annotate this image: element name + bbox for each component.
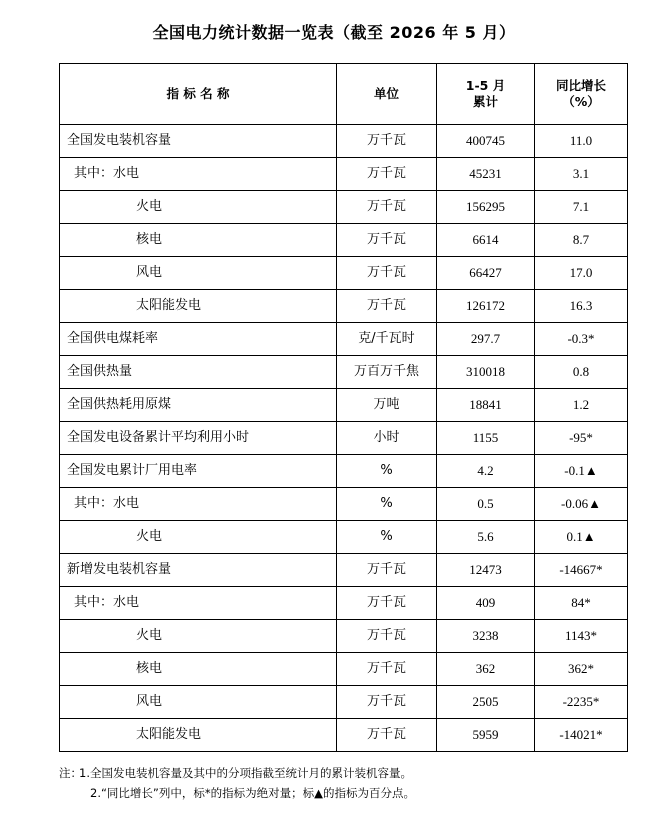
table-row (60, 422, 628, 455)
yoy-growth-cell: 1.2 (535, 389, 628, 422)
indicator-name-cell: 全国发电设备累计平均利用小时 (60, 422, 337, 455)
cumulative-value-cell: 409 (437, 587, 535, 620)
indicator-name-cell: 全国供热耗用原煤 (60, 389, 337, 422)
cumulative-value-cell: 1155 (437, 422, 535, 455)
table-row (60, 389, 628, 422)
header-yoy-line1: 同比增长 (555, 78, 606, 93)
cumulative-value-cell: 6614 (437, 224, 535, 257)
yoy-growth-cell: 17.0 (535, 257, 628, 290)
indicator-name-cell: 太阳能发电 (60, 290, 337, 323)
cumulative-value-cell: 4.2 (437, 455, 535, 488)
table-row (60, 191, 628, 224)
unit-cell: 万千瓦 (337, 290, 437, 323)
cumulative-value-cell: 3238 (437, 620, 535, 653)
header-cumulative (437, 64, 535, 125)
unit-cell: 万千瓦 (337, 719, 437, 752)
footnote-label: 注： (59, 766, 82, 780)
yoy-growth-cell: 0.1▲ (535, 521, 628, 554)
table-row (60, 257, 628, 290)
footnote-2 (59, 783, 639, 803)
unit-cell: % (337, 455, 437, 488)
table-row (60, 686, 628, 719)
cumulative-value-cell: 45231 (437, 158, 535, 191)
table-row (60, 587, 628, 620)
yoy-growth-cell: 362* (535, 653, 628, 686)
table-row (60, 719, 628, 752)
cumulative-value-cell: 18841 (437, 389, 535, 422)
unit-cell: 万千瓦 (337, 587, 437, 620)
indicator-name-cell: 全国发电累计厂用电率 (60, 455, 337, 488)
yoy-growth-cell: -14021* (535, 719, 628, 752)
cumulative-value-cell: 12473 (437, 554, 535, 587)
yoy-growth-cell: 3.1 (535, 158, 628, 191)
table-row (60, 620, 628, 653)
footnotes (59, 763, 639, 803)
footnote-1-text: 1.全国发电装机容量及其中的分项指截至统计月的累计装机容量。 (79, 766, 412, 780)
table-row (60, 125, 628, 158)
cumulative-value-cell: 5959 (437, 719, 535, 752)
indicator-name-cell: 全国发电装机容量 (60, 125, 337, 158)
table-row (60, 290, 628, 323)
unit-cell: 万百万千焦 (337, 356, 437, 389)
header-yoy-line2: （%） (562, 94, 600, 109)
unit-cell: 万千瓦 (337, 191, 437, 224)
table-row (60, 554, 628, 587)
yoy-growth-cell: 11.0 (535, 125, 628, 158)
indicator-name-cell: 其中：水电 (60, 158, 337, 191)
indicator-name-cell: 太阳能发电 (60, 719, 337, 752)
cumulative-value-cell: 5.6 (437, 521, 535, 554)
table-row (60, 653, 628, 686)
table-body (60, 125, 628, 752)
unit-cell: % (337, 488, 437, 521)
yoy-growth-cell: 16.3 (535, 290, 628, 323)
header-cumulative-line1: 1-5 月 (465, 78, 506, 93)
unit-cell: 万千瓦 (337, 158, 437, 191)
indicator-name-cell: 核电 (60, 224, 337, 257)
indicator-name-cell: 新增发电装机容量 (60, 554, 337, 587)
table-row (60, 488, 628, 521)
table-row (60, 521, 628, 554)
table-row (60, 356, 628, 389)
unit-cell: 万千瓦 (337, 554, 437, 587)
yoy-growth-cell: 7.1 (535, 191, 628, 224)
indicator-name-cell: 风电 (60, 257, 337, 290)
yoy-growth-cell: -95* (535, 422, 628, 455)
table-row (60, 224, 628, 257)
page-title: 全国电力统计数据一览表（截至 2026 年 5 月） (152, 23, 516, 42)
indicator-name-cell: 风电 (60, 686, 337, 719)
header-cumulative-line2: 累计 (472, 94, 498, 109)
yoy-growth-cell: -2235* (535, 686, 628, 719)
indicator-name-cell: 其中：水电 (60, 488, 337, 521)
cumulative-value-cell: 310018 (437, 356, 535, 389)
header-yoy-growth (535, 64, 628, 125)
yoy-growth-cell: 0.8 (535, 356, 628, 389)
table-header-row (60, 64, 628, 125)
yoy-growth-cell: -0.3* (535, 323, 628, 356)
cumulative-value-cell: 297.7 (437, 323, 535, 356)
table-row (60, 455, 628, 488)
cumulative-value-cell: 400745 (437, 125, 535, 158)
unit-cell: 万千瓦 (337, 257, 437, 290)
unit-cell: 万千瓦 (337, 686, 437, 719)
yoy-growth-cell: 1143* (535, 620, 628, 653)
indicator-name-cell: 火电 (60, 191, 337, 224)
cumulative-value-cell: 126172 (437, 290, 535, 323)
indicator-name-cell: 火电 (60, 620, 337, 653)
cumulative-value-cell: 362 (437, 653, 535, 686)
yoy-growth-cell: -0.1▲ (535, 455, 628, 488)
header-indicator-name: 指 标 名 称 (60, 64, 337, 125)
indicator-name-cell: 核电 (60, 653, 337, 686)
cumulative-value-cell: 0.5 (437, 488, 535, 521)
unit-cell: 小时 (337, 422, 437, 455)
table-row (60, 323, 628, 356)
unit-cell: 万千瓦 (337, 224, 437, 257)
cumulative-value-cell: 66427 (437, 257, 535, 290)
unit-cell: 万千瓦 (337, 653, 437, 686)
unit-cell: 万千瓦 (337, 620, 437, 653)
table-row (60, 158, 628, 191)
cumulative-value-cell: 2505 (437, 686, 535, 719)
unit-cell: 克/千瓦时 (337, 323, 437, 356)
indicator-name-cell: 全国供热量 (60, 356, 337, 389)
cumulative-value-cell: 156295 (437, 191, 535, 224)
unit-cell: % (337, 521, 437, 554)
unit-cell: 万吨 (337, 389, 437, 422)
footnote-1 (59, 763, 639, 783)
indicator-name-cell: 全国供电煤耗率 (60, 323, 337, 356)
indicator-name-cell: 其中：水电 (60, 587, 337, 620)
statistics-table (59, 63, 628, 752)
yoy-growth-cell: -14667* (535, 554, 628, 587)
indicator-name-cell: 火电 (60, 521, 337, 554)
yoy-growth-cell: 8.7 (535, 224, 628, 257)
footnote-2-text: 2.“同比增长”列中，标*的指标为绝对量；标▲的指标为百分点。 (90, 786, 415, 800)
yoy-growth-cell: 84* (535, 587, 628, 620)
yoy-growth-cell: -0.06▲ (535, 488, 628, 521)
header-unit: 单位 (337, 64, 437, 125)
unit-cell: 万千瓦 (337, 125, 437, 158)
